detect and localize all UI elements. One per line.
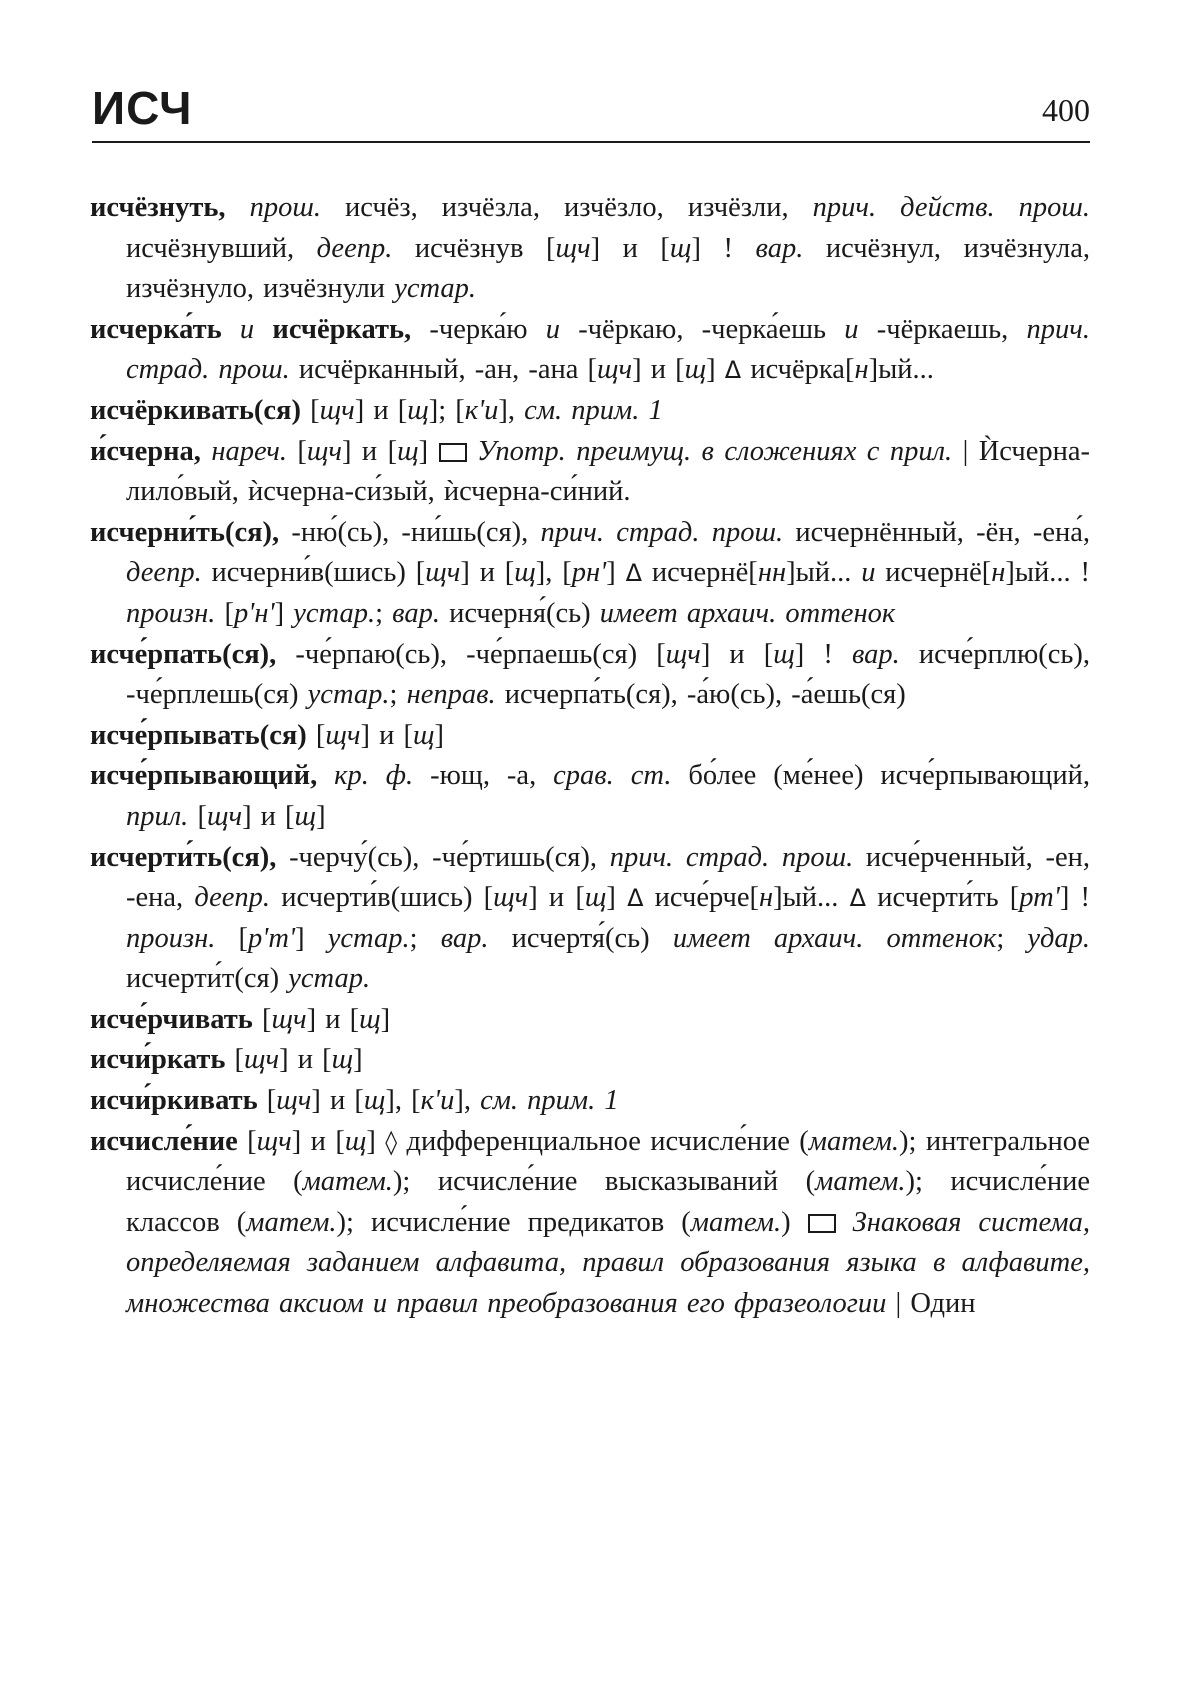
usage-mark: прич. страд. прош. (609, 841, 854, 873)
entry-text: исчернё[ (642, 557, 758, 589)
dictionary-entry (90, 1081, 1090, 1122)
usage-mark: н (991, 557, 1006, 589)
entry-text: ] (366, 1125, 386, 1157)
dictionary-entry (90, 635, 1090, 716)
usage-mark: щ (331, 1044, 354, 1076)
usage-mark: щ (344, 1125, 367, 1157)
dictionary-entry (90, 1040, 1090, 1081)
usage-mark: устар. (288, 963, 371, 995)
entry-text: дифференциальное исчисле́ние ( (397, 1125, 809, 1157)
entry-text: исчерпа́ть(ся), -а́ю(сь), -а́ешь(ся) (495, 679, 906, 711)
dictionary-entry (90, 513, 1090, 635)
entry-text: ] и [ (632, 354, 685, 386)
usage-mark: устар. (327, 922, 410, 954)
entry-text: -черка́ю (411, 313, 546, 345)
dictionary-entry (90, 1122, 1090, 1325)
entry-text: -чёркаешь, (858, 313, 1027, 345)
usage-mark: деепр. (126, 557, 202, 589)
entry-text: ) (781, 1206, 808, 1238)
headword: исчи́ркать (90, 1044, 226, 1076)
entry-text: ; (389, 679, 407, 711)
usage-mark: рт' (1019, 882, 1060, 914)
usage-mark: и (861, 557, 876, 589)
triangle-icon: Δ (724, 356, 742, 385)
usage-mark: щч (271, 1003, 307, 1035)
usage-mark: щ (669, 232, 692, 264)
entry-text: исчерти́т(ся) (126, 963, 289, 995)
entry-text: исчернённый, -ён, -ена́, (783, 516, 1091, 548)
usage-mark: нареч. (211, 435, 287, 467)
entry-text: ] и [ (354, 394, 408, 426)
entry-text: [ (257, 1085, 277, 1117)
entry-text: ] (606, 882, 628, 914)
dictionary-entry (90, 716, 1090, 757)
entry-text: исчёз, изчёзла, изчёзло, изчёзли, (320, 192, 813, 223)
entry-text: исчёзнувший, (126, 232, 317, 264)
entry-text: бо́лее (ме́нее) исче́рпывающий, (671, 760, 1090, 792)
entry-text: ], (498, 394, 525, 426)
entry-text: [ (300, 394, 320, 426)
usage-mark: и (844, 313, 859, 345)
entry-text (836, 1207, 853, 1238)
entry-text: [ (188, 800, 207, 832)
usage-mark: щч (206, 800, 243, 832)
usage-mark: см. прим. 1 (524, 394, 663, 426)
entry-text: ] (353, 1044, 363, 1076)
headword: исчерни́ть(ся), (90, 516, 280, 548)
triangle-icon: Δ (849, 884, 867, 913)
usage-mark: вар. (852, 638, 900, 670)
entry-text (222, 314, 240, 345)
usage-mark: щч (256, 1125, 292, 1157)
guide-word: ИСЧ (92, 82, 193, 134)
entry-text: ] (380, 1003, 391, 1035)
entry-text: [ (306, 719, 326, 751)
entry-text: ] ! (691, 232, 756, 264)
headword: исче́рпывать(ся) (90, 719, 307, 751)
usage-mark: н (759, 882, 774, 914)
entry-text: исчёрка[ (741, 354, 855, 386)
entry-text: ] (316, 800, 326, 832)
usage-mark: срав. ст. (553, 760, 672, 792)
entry-text: исчёзнув [ (392, 232, 556, 264)
usage-mark: вар. (392, 597, 440, 629)
usage-mark: матем. (808, 1125, 900, 1157)
entry-text: исчернё[ (875, 557, 992, 589)
usage-mark: кр. ф. (334, 760, 414, 792)
usage-mark: щ (684, 354, 707, 386)
usage-mark: к'и (464, 394, 499, 426)
box-icon (439, 443, 467, 462)
usage-mark: щч (319, 394, 355, 426)
usage-mark: устар. (307, 679, 390, 711)
entry-text: ] и [ (311, 1085, 364, 1117)
usage-mark: щч (665, 638, 701, 670)
entry-text: ] и [ (360, 719, 414, 751)
entry-text: ] и [ (590, 232, 670, 264)
entry-text: ] (418, 435, 439, 467)
entry-text: ]; [ (428, 394, 465, 426)
header-rule (92, 141, 1090, 143)
usage-mark: щ (407, 394, 429, 426)
usage-mark: щч (555, 232, 591, 264)
usage-mark: деепр. (316, 232, 393, 264)
usage-mark: удар. (1027, 922, 1091, 954)
entry-text: ] и [ (291, 1125, 345, 1157)
usage-mark: Знаковая система, определяемая заданием алфавита, правил образования языка в алфавите, множества аксиом и правил преобразования его фразеологии (126, 1206, 1090, 1320)
page-number: 400 (1042, 92, 1090, 128)
usage-mark: щ (773, 638, 795, 670)
dictionary-entry (90, 838, 1090, 1000)
entry-text: исче́рче[ (643, 882, 760, 914)
entry-text: ); интегральное исчисле́ние ( (126, 1125, 1091, 1198)
headword: исчисле́ние (90, 1125, 238, 1157)
entry-text: ] ! (1059, 882, 1090, 914)
entry-text: ] и [ (242, 800, 295, 832)
usage-mark: р'н' (234, 597, 275, 629)
box-icon (808, 1214, 836, 1233)
usage-mark: щч (597, 354, 633, 386)
headword: исчёркивать(ся) (90, 394, 301, 426)
entry-text: ] (606, 557, 626, 589)
usage-mark: щ (413, 719, 435, 751)
usage-mark: устар. (394, 273, 477, 305)
dictionary-entry (90, 391, 1090, 432)
entry-text: ); исчисле́ние предикатов ( (336, 1206, 691, 1238)
entry-text: ] и [ (342, 435, 398, 467)
usage-mark: щч (306, 435, 342, 467)
entry-text: исчерни́в(шись) [ (201, 557, 426, 589)
entry-text: [ (286, 435, 307, 467)
entry-text: исчертя́(сь) (488, 922, 673, 954)
usage-mark: р'т' (248, 922, 296, 954)
usage-mark: щ (514, 557, 536, 589)
usage-mark: щч (244, 1044, 280, 1076)
entry-text (467, 436, 477, 467)
entry-text: [ (237, 1125, 257, 1157)
entry-text: ; (409, 922, 441, 954)
triangle-icon: Δ (627, 884, 644, 913)
usage-mark: матем. (246, 1206, 337, 1238)
entry-text: -ню́(сь), -ни́шь(ся), (279, 516, 541, 548)
page-header (92, 82, 1090, 142)
usage-mark: прич. действ. прош. (812, 192, 1090, 223)
entry-text: исчерти́ть [ (866, 882, 1020, 914)
entry-text: [ (252, 1003, 272, 1035)
dictionary-entry (90, 756, 1090, 837)
entry-text (226, 192, 250, 223)
entry-text: ] и [ (700, 638, 774, 670)
entry-text (317, 760, 334, 791)
entry-text: ]ый... (786, 557, 862, 589)
usage-mark: матем. (815, 1166, 906, 1198)
entry-text: ] и [ (528, 882, 585, 914)
entry-text: исчерня́(сь) (439, 597, 600, 629)
usage-mark: щч (276, 1085, 312, 1117)
usage-mark: Употр. преимущ. в сложениях с прил. (476, 435, 953, 467)
entry-text: ); исчисле́ние классов ( (126, 1166, 1090, 1238)
usage-mark: щч (493, 882, 529, 914)
entry-text: ] и [ (306, 1003, 360, 1035)
entry-text: исчёрканный, -ан, -ана [ (289, 354, 598, 386)
triangle-icon: Δ (625, 559, 642, 588)
diamond-icon: ◊ (385, 1127, 398, 1156)
usage-mark: щ (359, 1003, 381, 1035)
dictionary-entries (90, 188, 1090, 1325)
usage-mark: матем. (690, 1206, 782, 1238)
usage-mark: щ (397, 435, 419, 467)
usage-mark: имеет архаич. оттенок (599, 597, 896, 629)
usage-mark: произн. (126, 922, 216, 954)
entry-text (201, 436, 211, 467)
headword: исчёркать, (272, 313, 412, 345)
entry-text: ], (454, 1085, 481, 1117)
entry-text: -че́рпаю(сь), -че́рпаешь(ся) [ (276, 638, 666, 670)
usage-mark: устар. (293, 597, 376, 629)
headword: исчёзнуть, (90, 192, 226, 223)
entry-text: исчёзнул, изчёзнула, изчёзнуло, изчёзнули (126, 232, 1091, 305)
usage-mark: имеет архаич. оттенок (672, 922, 997, 954)
entry-text: исчерти́в(шись) [ (270, 882, 494, 914)
entry-text: ] и [ (460, 557, 515, 589)
entry-text: ], [ (385, 1085, 421, 1117)
entry-text: исче́рплю(сь), -че́рплешь(ся) (126, 638, 1091, 711)
headword: исчи́ркивать (90, 1085, 258, 1117)
usage-mark: и (239, 313, 255, 345)
usage-mark: и (545, 313, 560, 345)
entry-text (254, 314, 272, 345)
usage-mark: щч (425, 557, 461, 589)
usage-mark: произн. (126, 597, 216, 629)
entry-text: [ (225, 1044, 245, 1076)
usage-mark: щ (363, 1085, 386, 1117)
entry-text: | Один (886, 1288, 976, 1320)
entry-text: ] (274, 597, 294, 629)
headword: исче́рпать(ся), (90, 638, 277, 670)
entry-text: ] (295, 922, 328, 954)
entry-text: ]ый... ! (1005, 557, 1091, 589)
dictionary-entry (90, 432, 1090, 513)
entry-text: ; (996, 922, 1028, 954)
entry-text: ], [ (535, 557, 572, 589)
entry-text: -ющ, -а, (413, 760, 554, 792)
entry-text: исче́рченный, -ен, -ена, (126, 841, 1090, 914)
usage-mark: н (854, 354, 869, 386)
usage-mark: прош. (249, 192, 321, 223)
headword: исче́рчивать (90, 1003, 253, 1035)
entry-text: ] и [ (279, 1044, 332, 1076)
dictionary-entry (90, 188, 1090, 310)
entry-text: [ (215, 597, 235, 629)
headword: исчерка́ть (90, 313, 222, 345)
usage-mark: см. прим. 1 (480, 1085, 619, 1117)
headword: исче́рпывающий, (90, 760, 318, 792)
usage-mark: прич. страд. прош. (540, 516, 784, 548)
entry-text: ] (434, 719, 445, 751)
entry-text: [ (215, 922, 249, 954)
usage-mark: вар. (755, 232, 804, 264)
entry-text: ; (375, 597, 393, 629)
usage-mark: щч (325, 719, 361, 751)
usage-mark: нн (757, 557, 787, 589)
dictionary-entry (90, 1000, 1090, 1041)
usage-mark: неправ. (406, 679, 496, 711)
entry-text: ); исчисле́ние высказываний ( (392, 1166, 816, 1198)
entry-text: ]ый... (868, 354, 934, 386)
usage-mark: к'и (420, 1085, 455, 1117)
entry-text: -черчу́(сь), -че́ртишь(ся), (276, 841, 610, 873)
entry-text: ] ! (794, 638, 852, 670)
usage-mark: вар. (440, 922, 489, 954)
usage-mark: щ (584, 882, 607, 914)
usage-mark: прил. (126, 800, 189, 832)
dictionary-entry (90, 310, 1090, 391)
usage-mark: матем. (302, 1166, 393, 1198)
entry-text: | Ѝсчерна-лило́вый, ѝсчерна-си́зый, ѝсчерна-си́ний. (126, 435, 1091, 508)
headword: исчерти́ть(ся), (90, 841, 277, 873)
usage-mark: прич. страд. прош. (126, 313, 1091, 386)
usage-mark: щ (294, 800, 317, 832)
entry-text: ] (706, 354, 725, 386)
usage-mark: рн' (571, 557, 607, 589)
entry-text: ]ый... (773, 882, 850, 914)
headword: и́счерна, (90, 435, 201, 467)
entry-text: -чёркаю, -черка́ешь (560, 313, 845, 345)
usage-mark: деепр. (194, 882, 271, 914)
